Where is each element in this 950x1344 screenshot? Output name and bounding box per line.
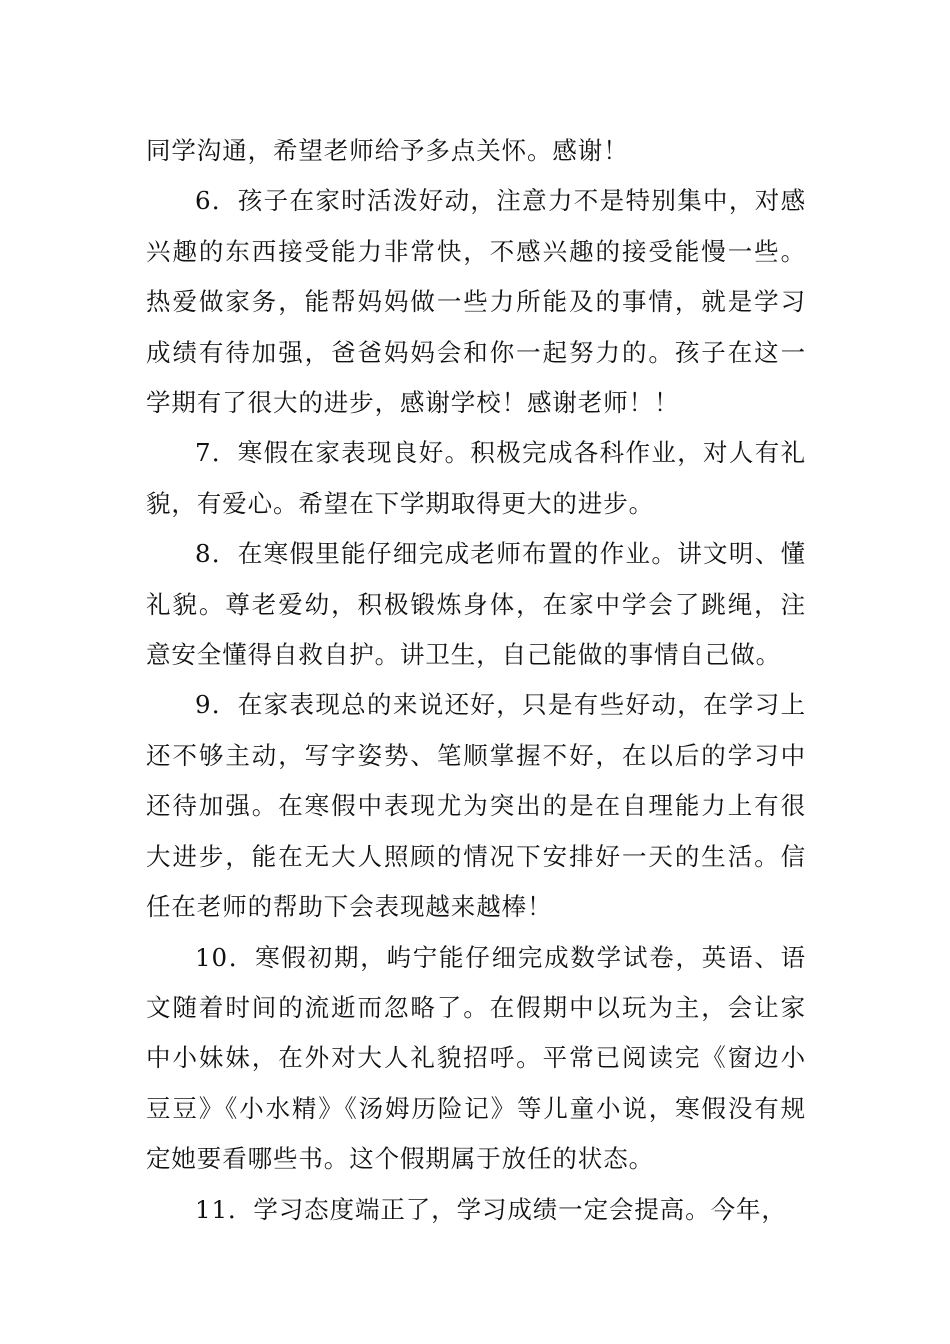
paragraph-item-8: 8．在寒假里能仔细完成老师布置的作业。讲文明、懂礼貌。尊老爱幼，积极锻炼身体，在家中学会了跳绳，注意安全懂得自救自护。讲卫生，自己能做的事情自己做。 [146, 539, 806, 670]
paragraph-item-11: 11．学习态度端正了，学习成绩一定会提高。今年， [195, 1194, 787, 1224]
paragraph-item-7: 7．寒假在家表现良好。积极完成各科作业，对人有礼貌，有爱心。希望在下学期取得更大的进步。 [146, 438, 806, 518]
paragraph-item-9: 9．在家表现总的来说还好，只是有些好动，在学习上还不够主动，写字姿势、笔顺掌握不好，在以后的学习中还待加强。在寒假中表现尤为突出的是在自理能力上有很大进步，能在无大人照顾的情况下安排好一天的生活。信任在老师的帮助下会表现越来越棒！ [146, 690, 806, 922]
paragraph-continuation: 同学沟通，希望老师给予多点关怀。感谢！ [146, 136, 629, 165]
paragraph-item-10: 10．寒假初期，屿宁能仔细完成数学试卷，英语、语文随着时间的流逝而忽略了。在假期中以玩为主，会让家中小妹妹，在外对大人礼貌招呼。平常已阅读完《窗边小豆豆》《小水精》《汤姆历险记》等儿童小说，寒假没有规定她要看哪些书。这个假期属于放任的状态。 [146, 942, 806, 1174]
paragraph-item-6: 6．孩子在家时活泼好动，注意力不是特别集中，对感兴趣的东西接受能力非常快，不感兴趣的接受能慢一些。热爱做家务，能帮妈妈做一些力所能及的事情，就是学习成绩有待加强，爸爸妈妈会和你一起努力的。孩子在这一学期有了很大的进步，感谢学校！感谢老师！！ [146, 186, 806, 418]
document-page [146, 126, 806, 1235]
